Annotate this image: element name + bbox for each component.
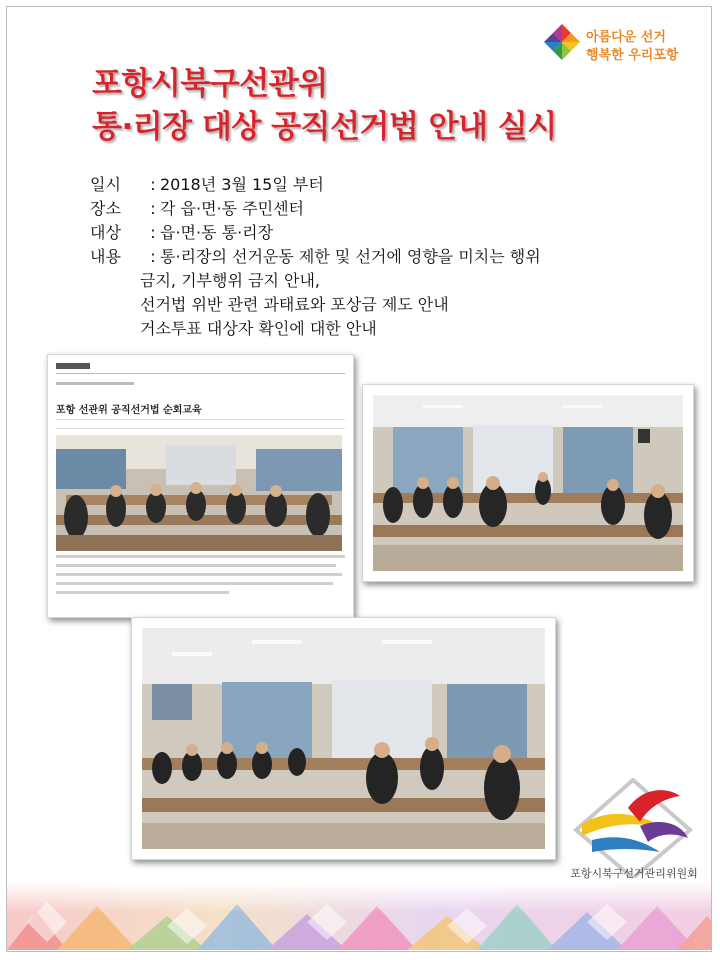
meeting-room-photo-1 — [362, 384, 694, 582]
date-separator: : — [150, 175, 156, 194]
info-block — [90, 173, 700, 341]
place-row — [90, 197, 700, 221]
content-line-1: 통·리장의 선거운동 제한 및 선거에 영향을 미치는 행위 — [160, 247, 541, 266]
target-separator: : — [150, 223, 156, 242]
title-line-1: 포항시북구선관위 — [92, 66, 328, 102]
masthead-logo-icon — [56, 361, 96, 371]
article-title: 포항 선관위 공직선거법 순회교육 — [56, 405, 202, 416]
content-row — [90, 245, 700, 269]
target-row — [90, 221, 700, 245]
meeting-room-photo-2 — [131, 617, 556, 860]
place-label: 장소 — [90, 199, 121, 218]
date-value: 2018년 3월 15일 부터 — [160, 175, 324, 194]
content-separator: : — [150, 247, 156, 266]
slogan-line-1: 아름다운 선거 — [586, 30, 666, 45]
slogan-logo — [542, 22, 712, 72]
article-breadcrumb — [56, 381, 136, 389]
place-value: 각 읍·면·동 주민센터 — [160, 199, 304, 218]
breadcrumb-text-icon — [56, 381, 136, 387]
article-body-text — [56, 555, 345, 600]
article-meta-bar — [56, 419, 345, 429]
content-line-2: 금지, 기부행위 금지 안내, — [140, 271, 320, 290]
diamond-pinwheel-icon — [542, 22, 582, 62]
election-commission-logo-icon — [568, 778, 698, 878]
content-line-4: 거소투표 대상자 확인에 대한 안내 — [140, 319, 377, 338]
content-line-3: 선거법 위반 관련 과태료와 포상금 제도 안내 — [140, 295, 449, 314]
date-row — [90, 173, 700, 197]
article-clipping-photo — [47, 354, 354, 618]
target-label: 대상 — [90, 223, 121, 242]
organization-name: 포항시북구선거관리위원회 — [570, 867, 698, 880]
article-masthead — [56, 361, 345, 374]
target-value: 읍·면·동 통·리장 — [160, 223, 274, 242]
decorative-footer-band — [7, 882, 711, 950]
article-meeting-photo — [56, 435, 342, 551]
content-label: 내용 — [90, 247, 121, 266]
place-separator: : — [150, 199, 156, 218]
slogan-line-2: 행복한 우리포항 — [586, 48, 679, 63]
title-line-2: 통·리장 대상 공직선거법 안내 실시 — [92, 109, 557, 145]
date-label: 일시 — [90, 175, 121, 194]
